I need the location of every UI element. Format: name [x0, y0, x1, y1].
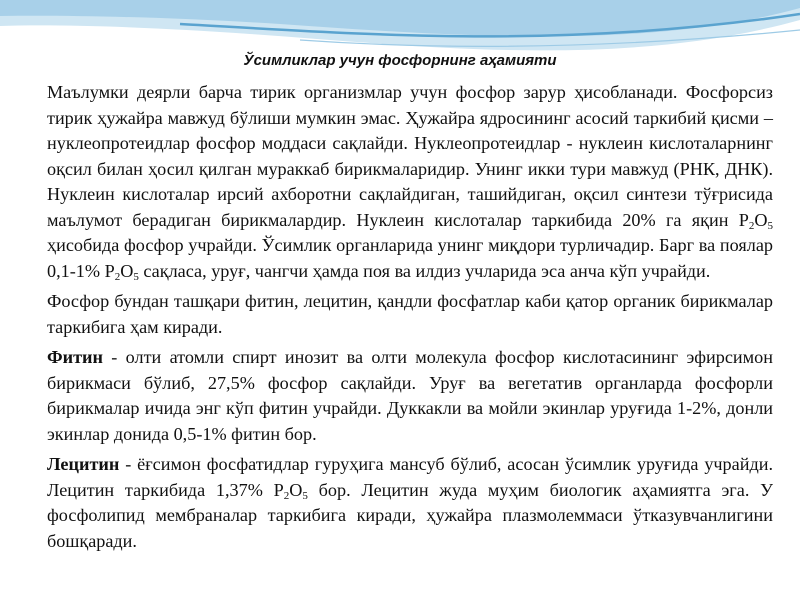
body-paragraph — [47, 289, 773, 340]
body-paragraph — [47, 345, 773, 447]
paragraph-text: Фосфор бундан ташқари фитин, лецитин, қандли фосфатлар каби қатор органик бирикмалар таркибига ҳам киради. — [47, 291, 773, 337]
paragraph-text: сақласа, уруғ, чангчи ҳамда поя ва илдиз учларида эса анча кўп учрайди. — [138, 260, 711, 281]
slide-title: Ўсимликлар учун фосфорнинг аҳамияти — [243, 52, 557, 69]
paragraph-text: ҳисобида фосфор учрайди. Ўсимлик органларида унинг миқдори турличадир. Барг ва поялар 0,1-1% P — [47, 235, 773, 281]
subscript-text: 5 — [133, 270, 139, 283]
subscript-text: 2 — [748, 219, 755, 232]
subscript-text: 5 — [767, 219, 773, 232]
subscript-text: 2 — [283, 489, 290, 502]
paragraph-text: - ёғсимон фосфатидлар гуруҳига мансуб бўлиб, асосан ўсимлик уруғида учрайди. Лецитин таркибида 1,37% P — [47, 454, 773, 500]
paragraph-text: - олти атомли спирт инозит ва олти молекула фосфор кислотасининг эфирсимон бирикмаси бўлиб, 27,5% фосфор сақлайди. Уруғ ва вегетатив органларда фосфорли бирикмалар ичида энг кўп фитин учрайди. Дуккакли ва мойли экинлар уруғида 1-2%, донли экинлар донида 0,5-1% фитин бор. — [47, 347, 773, 444]
body-paragraph — [47, 80, 773, 284]
slide-body — [47, 80, 773, 559]
term-heading: Фитин — [47, 347, 103, 367]
paragraph-text: O — [289, 479, 303, 500]
term-heading: Лецитин — [47, 454, 120, 474]
paragraph-text: O — [754, 209, 768, 230]
paragraph-text: бор. Лецитин жуда муҳим биологик аҳамиятга эга. У фосфолипид мембраналар таркибига киради, ҳужайра плазмолеммаси ўтказувчанлигини бошқаради. — [47, 479, 773, 551]
subscript-text: 5 — [302, 489, 308, 502]
paragraph-text: Маълумки деярли барча тирик организмлар учун фосфор зарур ҳисобланади. Фосфорсиз тирик ҳужайра мавжуд бўлиши мумкин эмас. Ҳужайра ядросининг асосий таркибий қисми – нуклеопротеидлар фосфор моддаси сақлайди. Нуклеопротеидлар - нуклеин кислоталарнинг оқсил билан ҳосил қилган мураккаб бирикмаларидир. Унинг икки тури мавжуд (РНК, ДНК). Нуклеин кислоталар ирсий ахборотни сақлайдиган, ташийдиган, оқсил синтези тўғрисида маълумот берадиган бирикмалардир. Нуклеин кислоталар таркибида 20% га яқин P — [47, 82, 773, 230]
paragraph-text: O — [120, 260, 134, 281]
body-paragraph — [47, 452, 773, 554]
subscript-text: 2 — [114, 270, 121, 283]
